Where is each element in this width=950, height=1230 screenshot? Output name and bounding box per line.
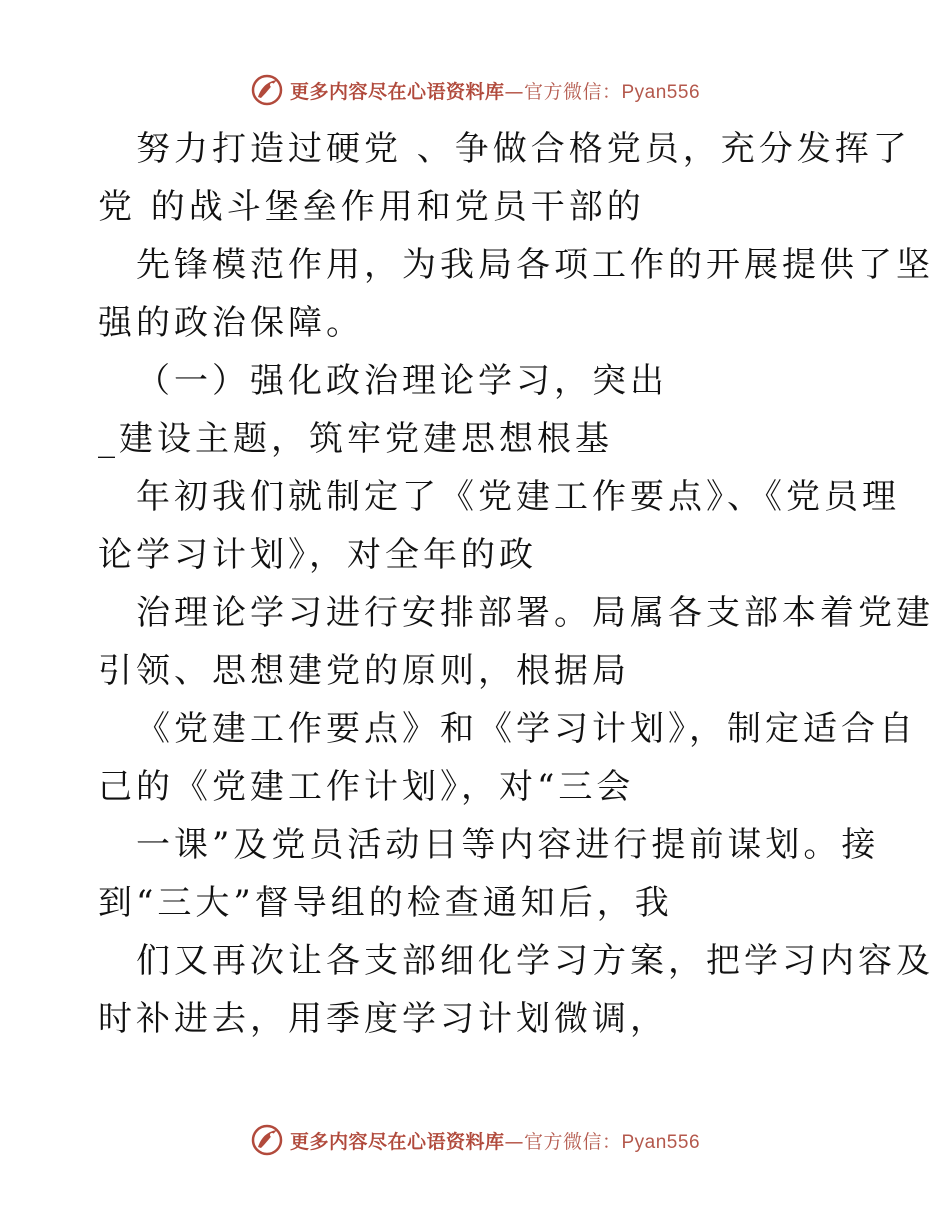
body-line: 努力打造过硬党 、争做合格党员，充分发挥了 (136, 129, 911, 169)
body-line: 党 的战斗堡垒作用和党员干部的 (98, 187, 645, 227)
body-line: 治理论学习进行安排部署。局属各支部本着党建 (136, 593, 934, 633)
watermark-label: 官方微信： (523, 80, 622, 103)
body-line: 到“三大”督导组的检查通知后，我 (98, 883, 673, 923)
header-watermark (0, 70, 950, 110)
body-line: 强的政治保障。 (98, 303, 364, 343)
body-line: 先锋模范作用，为我局各项工作的开展提供了坚 (136, 245, 934, 285)
body-line: 己的《党建工作计划》，对“三会 (98, 767, 635, 807)
watermark-label: 官方微信： (523, 1130, 622, 1153)
watermark-dash: — (504, 80, 524, 103)
body-line: 们又再次让各支部细化学习方案，把学习内容及 (136, 941, 934, 981)
body-line: 时补进去，用季度学习计划微调， (98, 999, 668, 1039)
pen-logo-icon (250, 73, 284, 107)
body-line: 一课”及党员活动日等内容进行提前谋划。接 (136, 825, 880, 865)
pen-logo-icon (250, 1123, 284, 1157)
watermark-text (290, 1127, 700, 1154)
watermark-lead: 更多内容尽在心语资料库 (289, 80, 505, 103)
watermark-wechat-id: Pyan556 (621, 81, 701, 103)
body-line: 年初我们就制定了《党建工作要点》、《党员理 (136, 477, 900, 517)
watermark-wechat-id: Pyan556 (621, 1131, 701, 1153)
body-line: 《党建工作要点》和《学习计划》，制定适合自 (136, 709, 917, 749)
document-body (98, 120, 934, 1048)
body-line: 论学习计划》，对全年的政 (98, 535, 537, 575)
watermark-lead: 更多内容尽在心语资料库 (289, 1130, 505, 1153)
footer-watermark (0, 1120, 950, 1160)
section-heading-line: （一）强化政治理论学习，突出 (136, 361, 668, 401)
watermark-text (290, 77, 700, 104)
watermark-dash: — (504, 1130, 524, 1153)
body-line: 引领、思想建党的原则，根据局 (98, 651, 630, 691)
section-heading-line: _建设主题，筑牢党建思想根基 (98, 419, 613, 459)
